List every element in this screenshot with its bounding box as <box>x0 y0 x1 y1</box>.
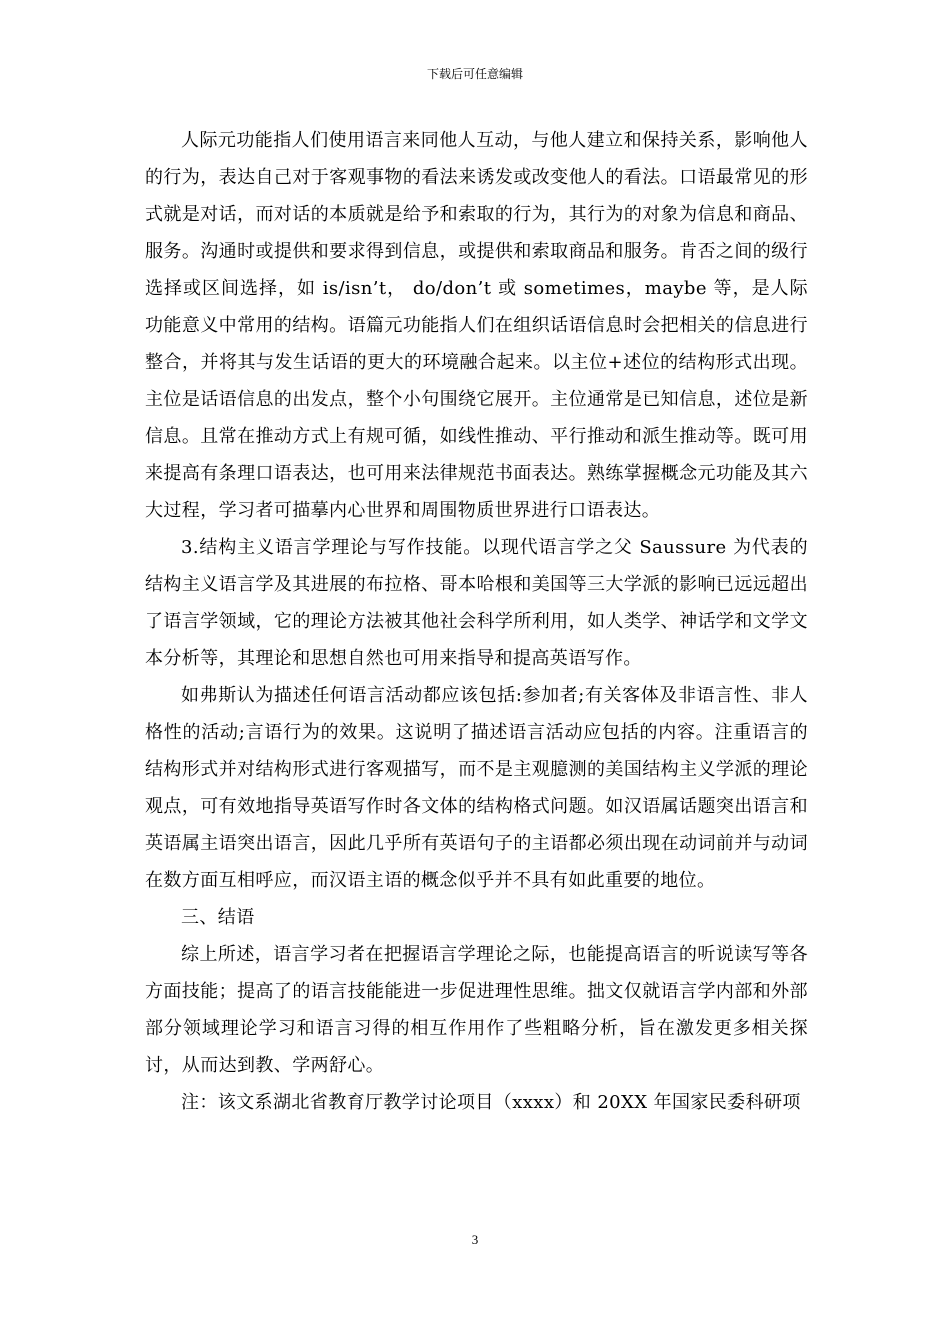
page-number: 3 <box>471 1232 479 1247</box>
document-body <box>145 122 808 1121</box>
page-header: 下载后可任意编辑 <box>426 67 523 81</box>
paragraph-firth-description: 如弗斯认为描述任何语言活动都应该包括:参加者;有关客体及非语言性、非人格性的活动;言语行为的效果。这说明了描述语言活动应包括的内容。注重语言的结构形式并对结构形式进行客观描写，而不是主观臆测的美国结构主义学派的理论观点，可有效地指导英语写作时各文体的结构格式问题。如汉语属话题突出语言和英语属主语突出语言，因此几乎所有英语句子的主语都必须出现在动词前并与动词在数方面互相呼应，而汉语主语的概念似乎并不具有如此重要的地位。 <box>145 685 808 891</box>
section-heading-conclusion: 三、结语 <box>181 907 255 928</box>
paragraph-interpersonal-function: 人际元功能指人们使用语言来同他人互动，与他人建立和保持关系，影响他人的行为，表达自己对于客观事物的看法来诱发或改变他人的看法。口语最常见的形式就是对话，而对话的本质就是给予和索取的行为，其行为的对象为信息和商品、服务。沟通时或提供和要求得到信息，或提供和索取商品和服务。肯否之间的级行选择或区间选择，如 is/isn’t， do/don’t 或 sometimes，maybe 等，是人际功能意义中常用的结构。语篇元功能指人们在组织话语信息时会把相关的信息进行整合，并将其与发生话语的更大的环境融合起来。以主位+述位的结构形式出现。主位是话语信息的出发点，整个小句围绕它展开。主位通常是已知信息，述位是新信息。且常在推动方式上有规可循，如线性推动、平行推动和派生推动等。既可用来提高有条理口语表达，也可用来法律规范书面表达。熟练掌握概念元功能及其六大过程，学习者可描摹内心世界和周围物质世界进行口语表达。 <box>145 130 808 521</box>
paragraph-note: 注：该文系湖北省教育厅教学讨论项目（xxxx）和 20XX 年国家民委科研项 <box>181 1092 801 1113</box>
paragraph-structuralism-writing: 3.结构主义语言学理论与写作技能。以现代语言学之父 Saussure 为代表的结构主义语言学及其进展的布拉格、哥本哈根和美国等三大学派的影响已远远超出了语言学领域，它的理论方法被其他社会科学所利用，如人类学、神话学和文学文本分析等，其理论和思想自然也可用来指导和提高英语写作。 <box>145 537 808 669</box>
paragraph-conclusion: 综上所述，语言学习者在把握语言学理论之际，也能提高语言的听说读写等各方面技能；提高了的语言技能能进一步促进理性思维。拙文仅就语言学内部和外部部分领域理论学习和语言习得的相互作用作了些粗略分析，旨在激发更多相关探讨，从而达到教、学两舒心。 <box>145 944 808 1076</box>
